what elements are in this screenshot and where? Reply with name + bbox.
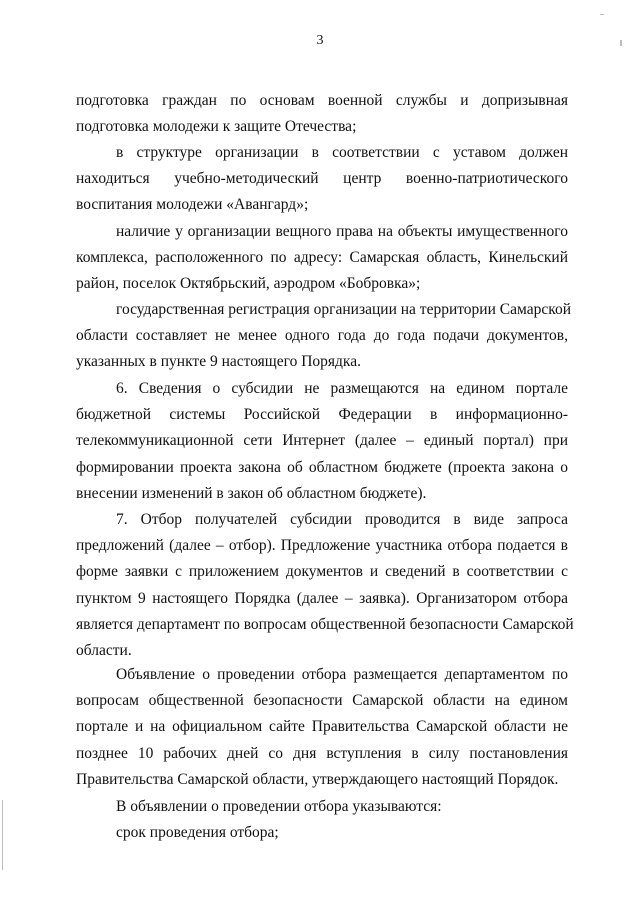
text-line: Правительства Самарской области, утверждающего настоящий Порядок. [76,770,559,788]
text-line: области. [76,642,132,660]
paragraph-training-center [76,140,568,219]
text-line: находиться учебно-методический центр военно-патриотического [76,170,568,188]
paragraph-military-training [76,88,568,140]
text-line: подготовка молодежи к защите Отечества; [76,118,357,136]
text-line: является департамент по вопросам общественной безопасности Самарской [76,615,574,633]
paragraph-item-7 [76,507,574,664]
text-line: форме заявки с приложением документов и сведений в соответствии с [76,563,568,581]
text-line: телекоммуникационной сети Интернет (далее – единый портал) при [76,432,568,450]
text-line: бюджетной системы Российской Федерации в информационно- [76,406,568,424]
text-line: наличие у организации вещного права на объекты имущественного [116,223,568,240]
text-line: срок проведения отбора; [116,824,279,841]
page-number: 3 [316,33,324,48]
paragraph-property-right [76,219,568,298]
scan-dust-mark [620,40,622,46]
text-line: портале и на официальном сайте Правительства Самарской области не [76,718,568,736]
text-line: комплекса, расположенного по адресу: Самарская область, Кинельский [76,249,568,267]
paragraph-announcement [76,662,568,793]
text-line: район, поселок Октябрьский, аэродром «Бобровка»; [76,275,421,293]
text-line: указанных в пункте 9 настоящего Порядка. [76,353,361,371]
text-line: Объявление о проведении отбора размещается департаментом по [116,666,568,683]
text-line: области составляет не менее одного года до года подачи документов, [76,327,568,345]
paragraph-state-registration [76,297,571,376]
text-line: 6. Сведения о субсидии не размещаются на едином портале [116,380,568,397]
text-line: 7. Отбор получателей субсидии проводится в виде запроса [116,511,568,528]
paragraph-item-6 [76,376,568,507]
scan-dust-mark [600,14,604,15]
text-line: в структуре организации в соответствии с уставом должен [116,144,568,161]
paragraph-announcement-contents [76,794,568,820]
text-line: пунктом 9 настоящего Порядка (далее – заявка). Организатором отбора [76,589,568,607]
paragraph-selection-period [76,820,568,846]
scan-edge-mark [2,800,3,870]
text-line: внесении изменений в закон об областном бюджете). [76,484,427,502]
text-line: подготовка граждан по основам военной службы и допризывная [76,92,568,109]
text-line: вопросам общественной безопасности Самарской области на едином [76,692,568,710]
text-line: формировании проекта закона об областном бюджете (проекта закона о [76,458,568,476]
text-line: предложений (далее – отбор). Предложение участника отбора подается в [76,537,568,555]
text-line: позднее 10 рабочих дней со дня вступления в силу постановления [76,744,568,762]
text-line: государственная регистрация организации на территории Самарской [116,301,571,318]
text-line: воспитания молодежи «Авангард»; [76,196,309,214]
text-line: В объявлении о проведении отбора указываются: [116,798,442,815]
